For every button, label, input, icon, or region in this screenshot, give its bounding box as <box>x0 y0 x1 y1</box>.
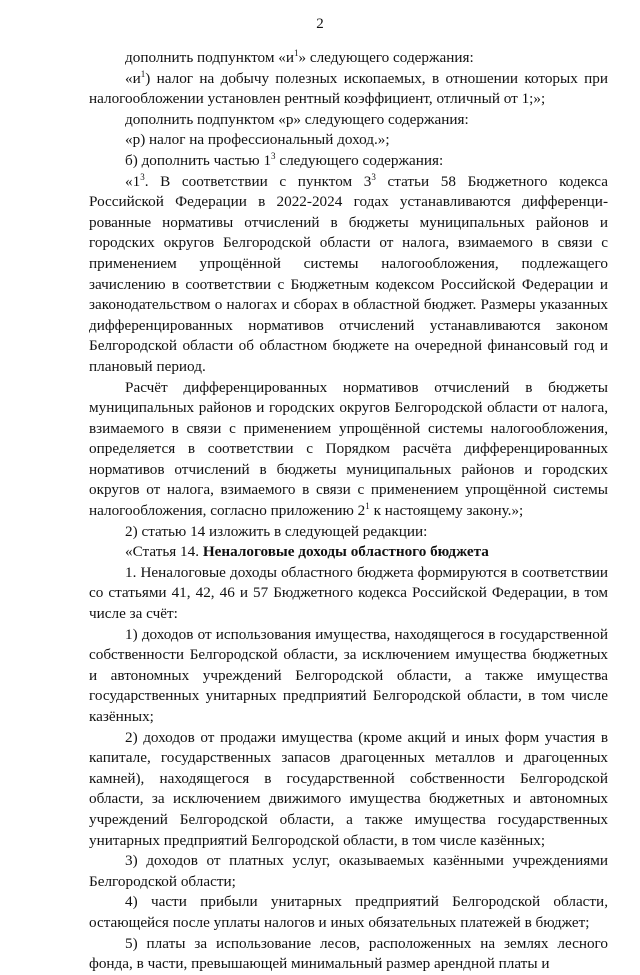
paragraph: дополнить подпунктом «$и^1$» следующего содержания: <box>125 48 474 66</box>
list-item: 3) доходов от платных услуг, оказываемых казёнными учреждениями Белгородской области; <box>89 852 608 890</box>
paragraph: 1. Неналоговые доходы областного бюджета формируются в соответствии со статьями 41, 42, 46 и 57 Бюджетного кодекса Российской Федерации, в том числе за счёт: <box>89 563 608 623</box>
paragraph: дополнить подпунктом «р» следующего содержания: <box>125 110 469 128</box>
list-item: 4) части прибыли унитарных предприятий Белгородской области, остающейся после уплаты налогов и иных обязательных платежей в бюджет; <box>89 893 608 931</box>
paragraph: «$1^3$. В соответствии с пунктом $3^3$ статьи 58 Бюджетного кодекса Российской Федерации в 2022-2024 годах устанавливаются дифференци-рованные нормативы отчислений в бюджеты муниципальных районов и городских округов Белгородской области от налога, взимаемого в связи с применением упрощённой системы налогообложения, подлежащего зачислению в соответствии с Бюджетным кодексом Российской Федерации и законодательством о налогах и сборах в областной бюджет. Размеры указанных дифференцированных нормативов отчислений устанавливаются законом Белгородской области об областном бюджете на очередной финансовый год и плановый период. <box>89 171 608 375</box>
page-number: 2 <box>316 16 324 32</box>
list-item: 5) платы за использование лесов, расположенных на землях лесного фонда, в части, превышающей минимальный размер арендной платы и <box>89 934 608 973</box>
paragraph: Расчёт дифференцированных нормативов отчислений в бюджеты муниципальных районов и городских округов Белгородской области от налога, взимаемого в связи с применением упрощённой системы налогообложения, определяется в соответствии с Порядком расчёта дифференцированных нормативов отчислений в бюджеты муниципальных районов и городских округов от налога, взимаемого в связи с применением упрощённой системы налогообложения, согласно приложению $2^1$ к настоящему закону.»; <box>89 378 608 520</box>
list-item: 1) доходов от использования имущества, находящегося в государственной собственности Белгородской области, за исключением имущества бюджетных и автономных учреждений Белгородской области, а также имущества государственных унитарных предприятий Белгородской области, в том числе казённых; <box>89 625 608 725</box>
article-title: Неналоговые доходы областного бюджета <box>202 543 489 561</box>
paragraph: «р) налог на профессиональный доход.»; <box>125 131 390 149</box>
list-item: 2) доходов от продажи имущества (кроме акций и иных форм участия в капитале, государственных запасов драгоценных металлов и драгоценных камней), находящегося в государственной собственности Белгородской области, за исключением движимого имущества бюджетных и автономных учреждений Белгородской области, а также имущества государственных унитарных предприятий Белгородской области, в том числе казённых; <box>89 728 608 849</box>
article-heading: «Статья 14. Неналоговые доходы областного бюджета <box>125 543 489 561</box>
document-body <box>89 48 608 975</box>
paragraph: «$и^1$) налог на добычу полезных ископаемых, в отношении которых при налогообложении установлен рентный коэффициент, отличный от 1;»; <box>89 68 608 108</box>
paragraph: б) дополнить частью $1^3$ следующего содержания: <box>125 150 444 169</box>
paragraph: 2) статью 14 изложить в следующей редакции: <box>125 522 428 540</box>
